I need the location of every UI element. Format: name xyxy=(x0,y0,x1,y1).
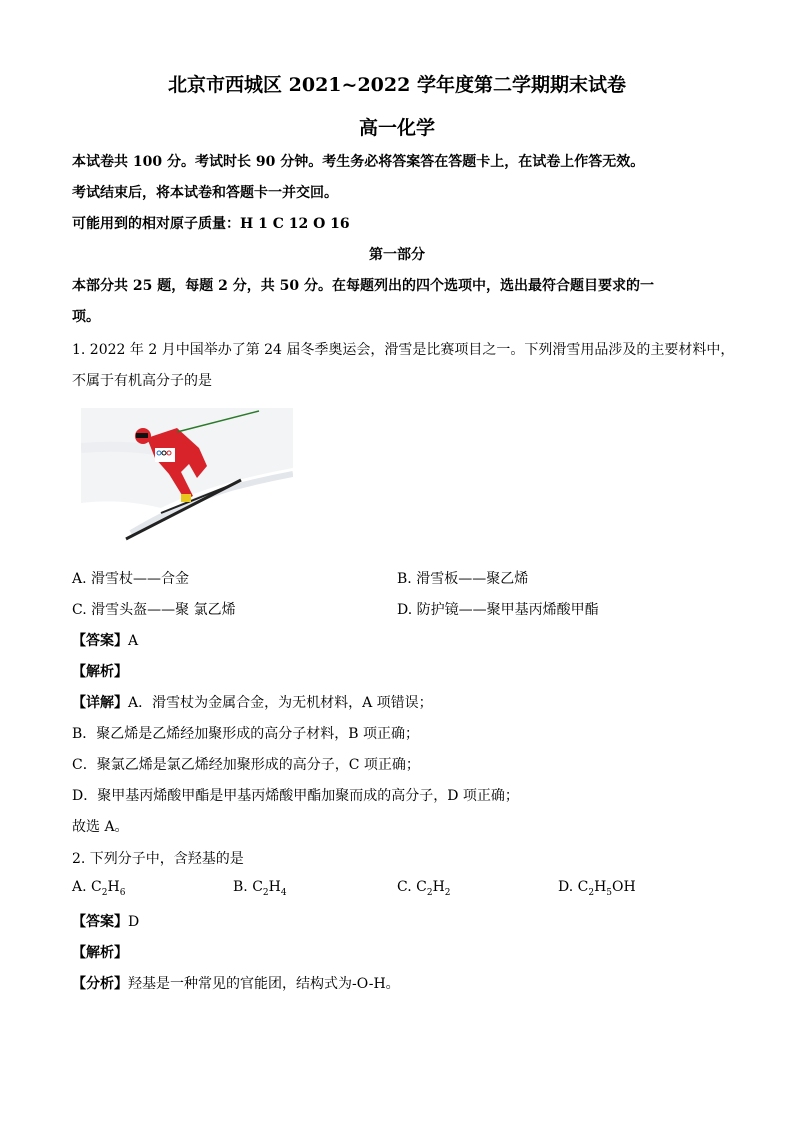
question-2-option-c: C. $C_2H_2$ xyxy=(397,879,451,898)
question-2-analysis-tag: 【解析】 xyxy=(72,945,128,961)
question-2-answer xyxy=(72,911,139,931)
section-description: 本部分共 25 题，每题 2 分，共 50 分。在每题列出的四个选项中，选出最符合题目要求的一 xyxy=(72,278,654,294)
question-1-detail-2: B．聚乙烯是乙烯经加聚形成的高分子材料，B 项正确； xyxy=(72,726,420,742)
question-1-stem: 1. 2022 年 2 月中国举办了第 24 届冬季奥运会，滑雪是比赛项目之一。下列滑雪用品涉及的主要材料中， xyxy=(72,342,735,358)
question-2-option-b: B. $C_2H_4$ xyxy=(233,879,287,898)
question-1-detail-1 xyxy=(72,692,433,712)
exam-subtitle: 高一化学 xyxy=(358,117,435,139)
question-1-analysis-tag: 【解析】 xyxy=(72,664,128,680)
question-1-option-a: A. 滑雪杖——合金 xyxy=(72,571,190,587)
detail-tag: 【详解】 xyxy=(72,695,128,711)
exam-title: 北京市西城区 2021~2022 学年度第二学期期末试卷 xyxy=(168,74,626,96)
detail-text: A．滑雪杖为金属合金，为无机材料，A 项错误； xyxy=(128,695,433,711)
instruction-line-3: 可能用到的相对原子质量：H 1 C 12 O 16 xyxy=(72,216,350,232)
instruction-line-1: 本试卷共 100 分。考试时长 90 分钟。考生务必将答案答在答题卡上，在试卷上作答无效。 xyxy=(72,154,645,170)
question-1-option-c: C. 滑雪头盔——聚 氯乙烯 xyxy=(72,602,236,618)
question-1-option-d: D. 防护镜——聚甲基丙烯酸甲酯 xyxy=(397,602,599,618)
skier-photo xyxy=(81,408,293,541)
question-2-stem: 2. 下列分子中，含羟基的是 xyxy=(72,851,244,867)
section-description-cont: 项。 xyxy=(72,309,100,325)
question-1-detail-3: C．聚氯乙烯是氯乙烯经加聚形成的高分子，C 项正确； xyxy=(72,757,420,773)
fenxi-text: 羟基是一种常见的官能团，结构式为-O-H。 xyxy=(128,976,400,992)
question-1-conclusion: 故选 A。 xyxy=(72,819,129,835)
answer-value: A xyxy=(128,633,139,649)
question-1-detail-4: D．聚甲基丙烯酸甲酯是甲基丙烯酸甲酯加聚而成的高分子，D 项正确； xyxy=(72,788,519,804)
question-2-fenxi xyxy=(72,973,400,993)
question-1-option-b: B. 滑雪板——聚乙烯 xyxy=(397,571,529,587)
question-2-option-a: A. $C_2H_6$ xyxy=(72,879,126,898)
section-heading: 第一部分 xyxy=(369,247,425,263)
answer-tag: 【答案】 xyxy=(72,914,128,930)
fenxi-tag: 【分析】 xyxy=(72,976,128,992)
question-2-option-d: D. $C_2H_5OH$ xyxy=(558,879,636,898)
question-1-stem-cont: 不属于有机高分子的是 xyxy=(72,373,212,389)
question-1-answer xyxy=(72,630,138,650)
instruction-line-2: 考试结束后，将本试卷和答题卡一并交回。 xyxy=(72,185,338,201)
answer-value: D xyxy=(128,914,140,930)
answer-tag: 【答案】 xyxy=(72,633,128,649)
